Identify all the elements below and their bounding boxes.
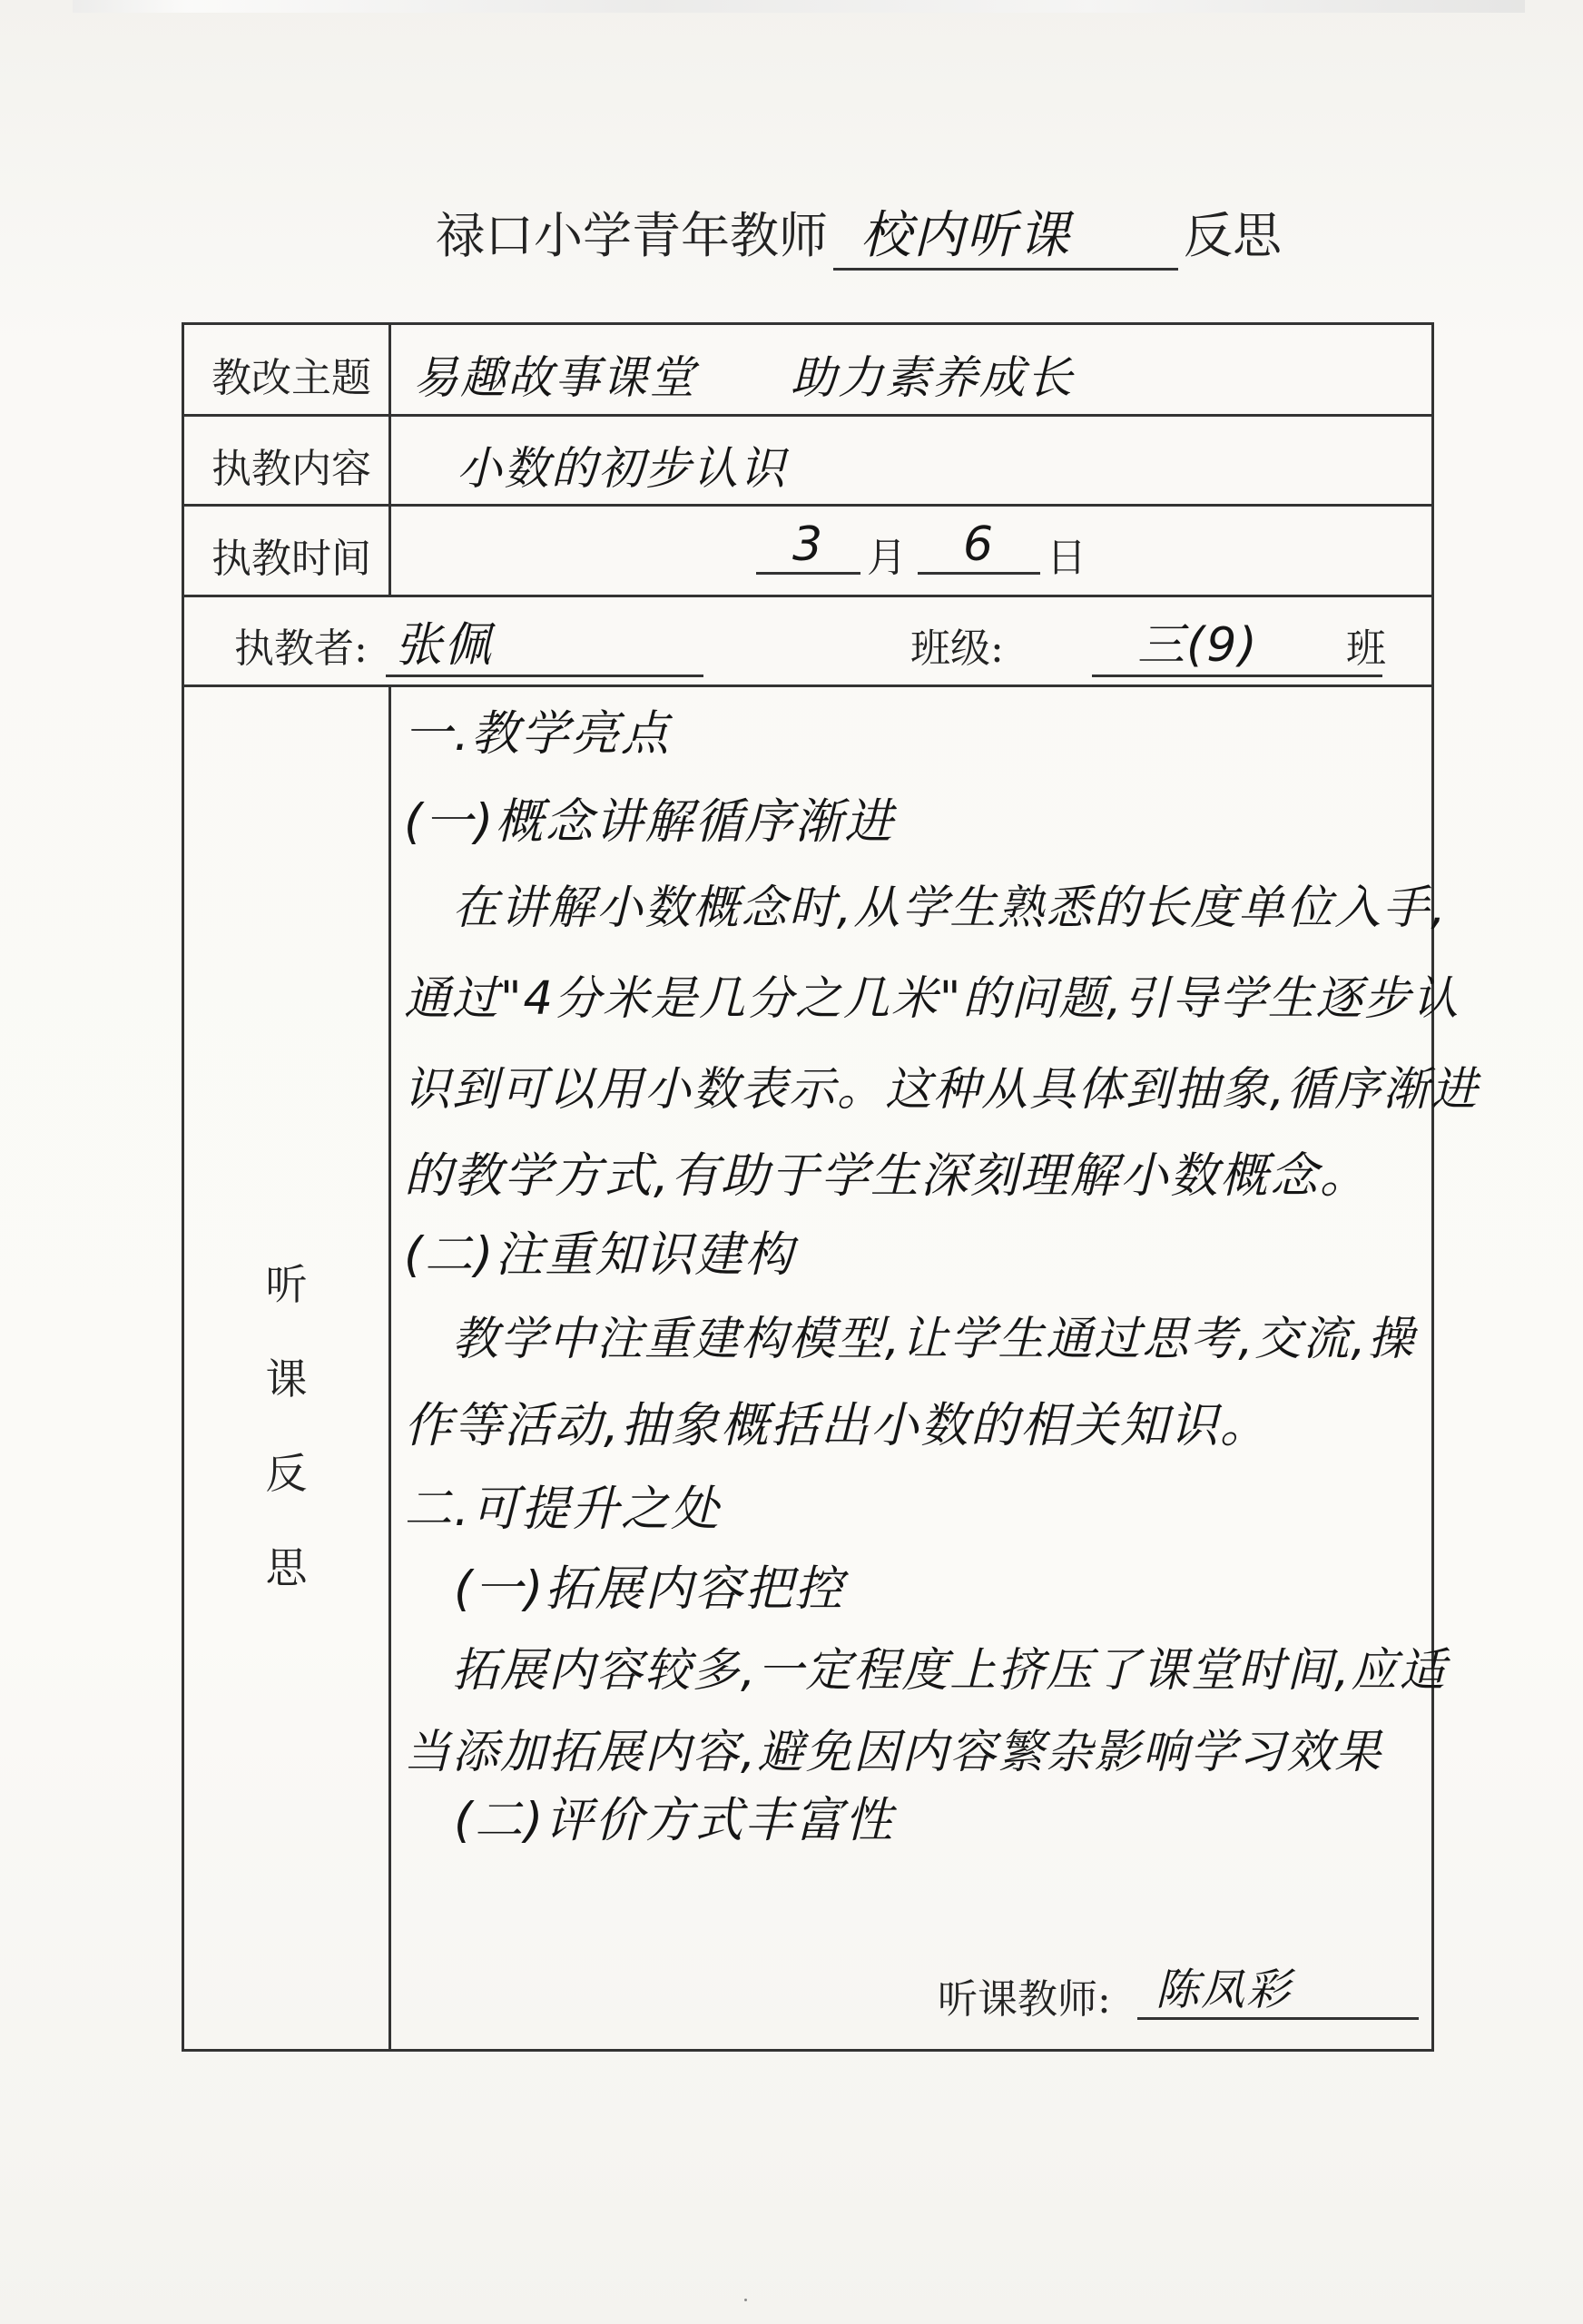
theme-value: 易趣故事课堂 助力素养成长 [413,351,1074,404]
scan-top-edge [73,0,1525,13]
reflection-line: (一)概念讲解循序渐进 [404,794,895,850]
class-value: 三(9) [1092,606,1382,677]
row-divider [184,595,1431,597]
time-month-unit: 月 [867,535,907,581]
reflection-line: 识到可以用小数表示。这种从具体到抽象,循序渐进 [404,1063,1480,1117]
reflection-line: (二)评价方式丰富性 [404,1793,895,1848]
reflection-line: 通过"4分米是几分之几米"的问题,引导学生逐步认 [404,972,1460,1026]
theme-label: 教改主题 [211,355,371,401]
scan-speck [744,2299,747,2301]
row-divider [184,684,1431,687]
reflection-line: 一.教学亮点 [404,706,671,762]
title-suffix: 反思 [1184,207,1282,264]
reflection-label-char: 思 [265,1543,308,1592]
reflection-line: 在讲解小数概念时,从学生熟悉的长度单位入手, [404,881,1448,935]
reflection-line: (二)注重知识建构 [404,1227,795,1283]
reflection-label [184,1237,388,1615]
class-label: 班级: [910,625,1004,672]
label-column-divider [388,684,391,2052]
row-divider [184,504,1431,507]
signature-label: 听课教师: [938,1976,1111,2023]
title-prefix: 禄口小学青年教师 [436,207,828,264]
reflection-line: 的教学方式,有助于学生深刻理解小数概念。 [404,1148,1370,1204]
time-day-unit: 日 [1047,535,1086,581]
reflection-form-table [182,322,1480,2052]
time-month-value: 3 [756,517,860,575]
title-blank-value: 校内听课 [833,195,1178,271]
reflection-line: 作等活动,抽象概括出小数的相关知识。 [404,1398,1270,1453]
reflection-line: 当添加拓展内容,避免因内容繁杂影响学习效果 [404,1726,1383,1779]
label-column-divider [388,325,391,595]
reflection-line: 教学中注重建构模型,让学生通过思考,交流,操 [404,1313,1416,1366]
time-label: 执教时间 [211,536,371,582]
reflection-line: 二.可提升之处 [404,1482,721,1537]
form-title [436,195,1282,271]
reflection-line: 拓展内容较多,一定程度上挤压了课堂时间,应适 [404,1644,1448,1698]
row-divider [184,414,1431,417]
reflection-label-char: 课 [265,1354,308,1403]
reflection-label-char: 听 [265,1260,308,1309]
signature-value: 陈凤彩 [1137,1955,1419,2020]
reflection-label-char: 反 [265,1449,308,1498]
time-day-value: 6 [918,517,1040,575]
teacher-label: 执教者: [234,625,368,672]
content-label: 执教内容 [211,446,371,492]
teacher-name: 张佩 [386,606,703,677]
content-value: 小数的初步认识 [457,442,787,495]
reflection-line: (一)拓展内容把控 [404,1561,845,1617]
class-suffix: 班 [1346,625,1386,672]
